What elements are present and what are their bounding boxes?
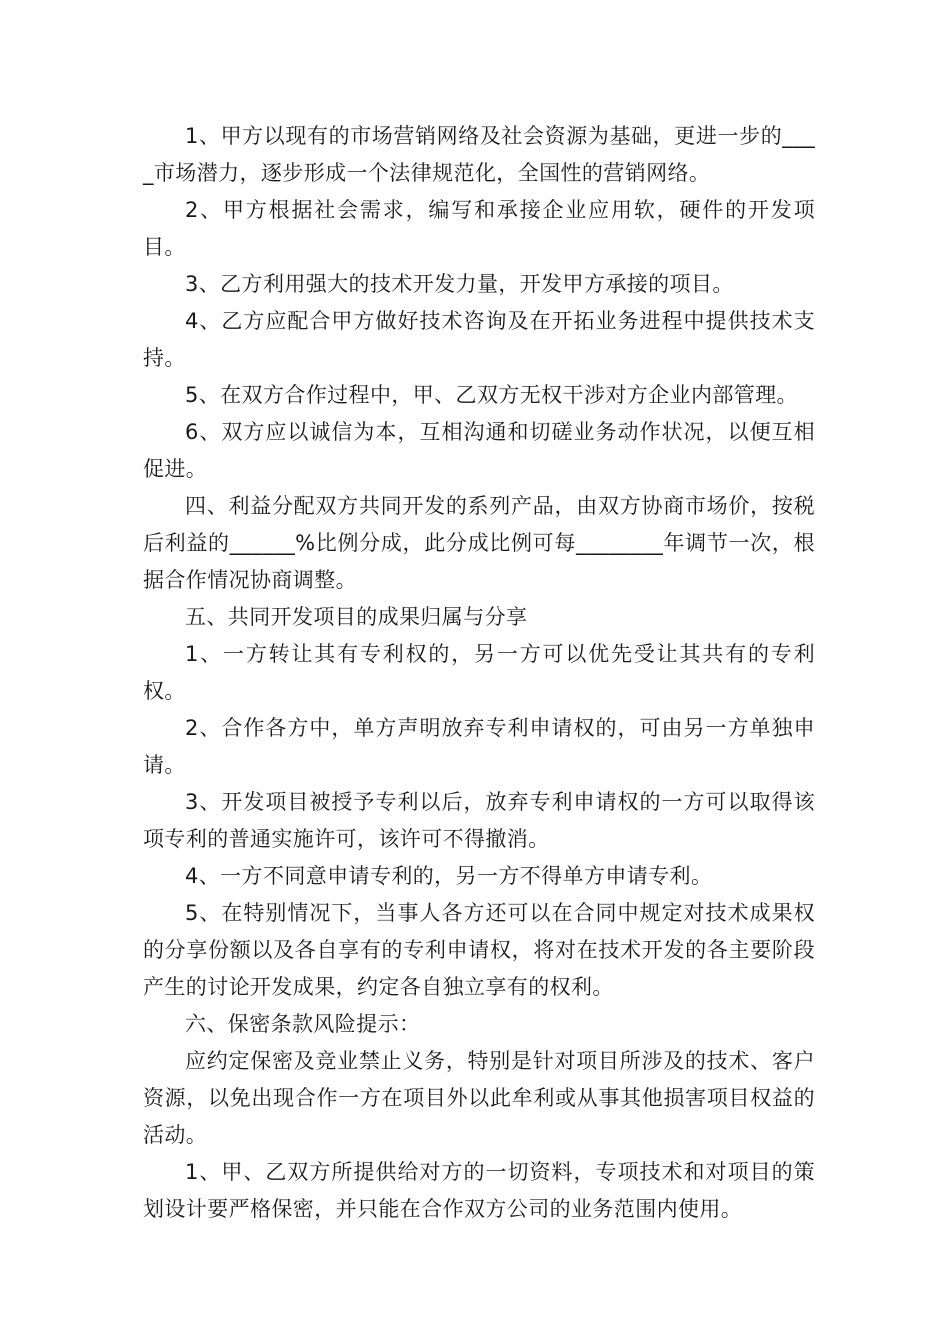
paragraph-clause-5-no-interference: 5、在双方合作过程中，甲、乙双方无权干涉对方企业内部管理。 [185, 383, 798, 407]
paragraph-confidentiality-clause-1: 1、甲、乙双方所提供给对方的一切资料，专项技术和对项目的策划设计要严格保密，并只能在合作双方公司的业务范围内使用。 [143, 1160, 815, 1221]
paragraph-clause-4-tech-support: 4、乙方应配合甲方做好技术咨询及在开拓业务进程中提供技术支持。 [143, 309, 815, 370]
paragraph-special-circumstances: 5、在特别情况下，当事人各方还可以在合同中规定对技术成果权的分享份额以及各自享有的专利申请权，将对在技术开发的各主要阶段产生的讨论开发成果，约定各自独立享有的权利。 [143, 901, 815, 999]
paragraph-confidentiality-risk: 应约定保密及竞业禁止义务，特别是针对项目所涉及的技术、客户资源，以免出现合作一方在项目外以此牟利或从事其他损害项目权益的活动。 [143, 1049, 815, 1147]
paragraph-clause-2-software-projects: 2、甲方根据社会需求，编写和承接企业应用软，硬件的开发项目。 [143, 198, 815, 259]
document-body [143, 118, 815, 1228]
paragraph-patent-transfer: 1、一方转让其有专利权的，另一方可以优先受让其共有的专利权。 [143, 642, 815, 703]
paragraph-patent-license: 3、开发项目被授予专利以后，放弃专利申请权的一方可以取得该项专利的普通实施许可，该许可不得撤消。 [143, 790, 815, 851]
paragraph-clause-3-development: 3、乙方利用强大的技术开发力量，开发甲方承接的项目。 [185, 272, 734, 296]
section-heading-5-results-ownership: 五、共同开发项目的成果归属与分享 [185, 605, 528, 629]
paragraph-clause-1-marketing-network: 1、甲方以现有的市场营销网络及社会资源为基础，更进一步的____市场潜力，逐步形成一个法律规范化，全国性的营销网络。 [143, 124, 815, 185]
paragraph-clause-6-good-faith: 6、双方应以诚信为本，互相沟通和切磋业务动作状况，以便互相促进。 [143, 420, 815, 481]
paragraph-patent-waiver: 2、合作各方中，单方声明放弃专利申请权的，可由另一方单独申请。 [143, 716, 815, 777]
paragraph-section-4-profit-distribution: 四、利益分配双方共同开发的系列产品，由双方协商市场价，按税后利益的______%比例分成，此分成比例可每________年调节一次，根据合作情况协商调整。 [143, 494, 815, 592]
section-heading-6-confidentiality: 六、保密条款风险提示： [185, 1012, 421, 1036]
paragraph-patent-disagreement: 4、一方不同意申请专利的，另一方不得单方申请专利。 [185, 864, 713, 888]
